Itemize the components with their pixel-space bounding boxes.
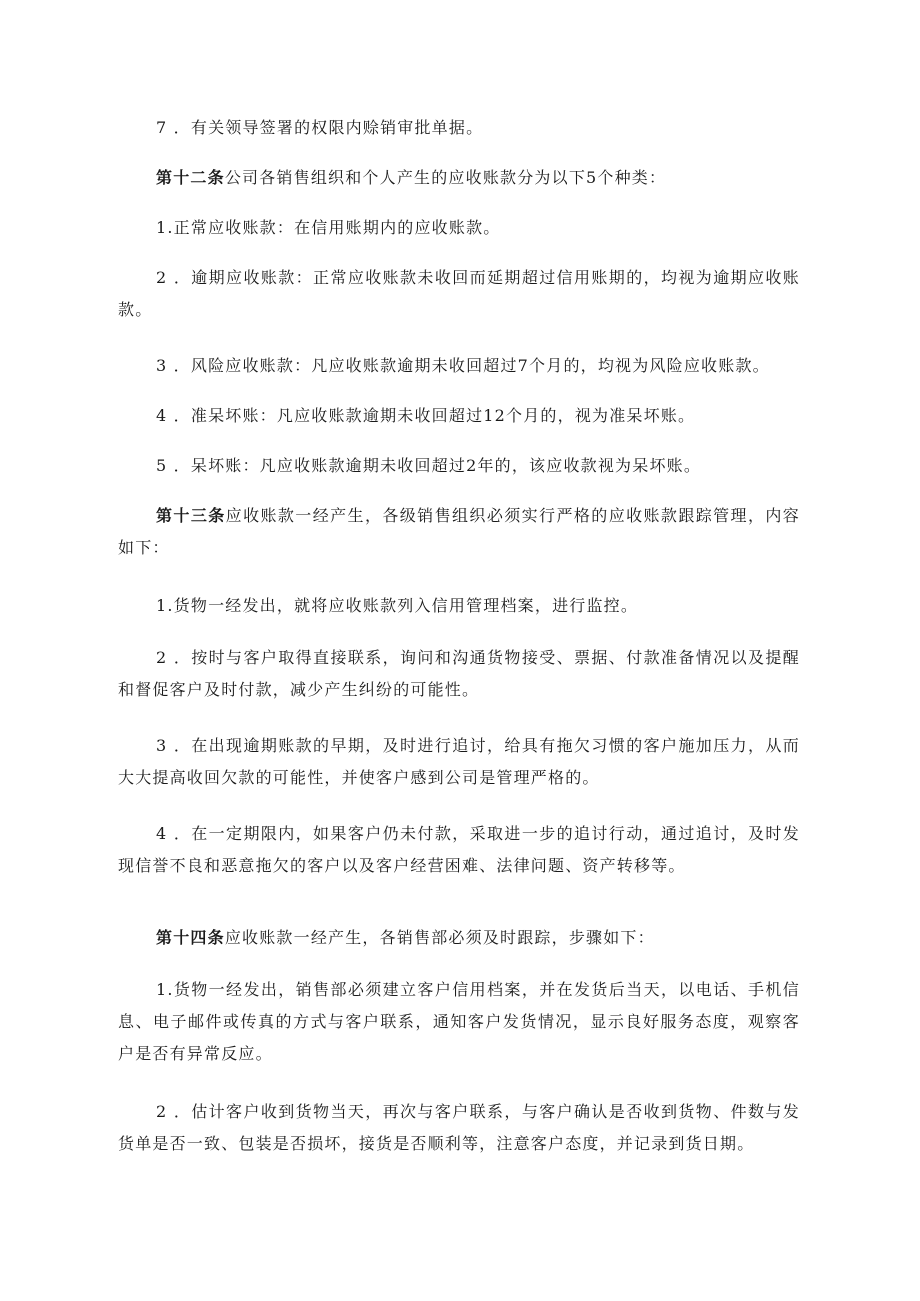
paragraph-text: 2 ．估计客户收到货物当天，再次与客户联系，与客户确认是否收到货物、件数与发货单是否一致、包装是否损坏，接货是否顺利等，注意客户态度，并记录到货日期。 <box>118 1102 800 1153</box>
paragraph-text: 1.货物一经发出，销售部必须建立客户信用档案，并在发货后当天，以电话、手机信息、电子邮件或传真的方式与客户联系，通知客户发货情况，显示良好服务态度，观察客户是否有异常反应。 <box>118 980 800 1063</box>
paragraph-item-2 <box>118 1096 800 1160</box>
paragraph-text: 4 ．在一定期限内，如果客户仍未付款，采取进一步的追讨行动，通过追讨，及时发现信誉不良和恶意拖欠的客户以及客户经营困难、法律问题、资产转移等。 <box>118 824 800 875</box>
paragraph-item-3 <box>118 350 800 382</box>
paragraph-item-3 <box>118 730 800 794</box>
paragraph-text: 3 ．风险应收账款：凡应收账款逾期未收回超过7个月的，均视为风险应收账款。 <box>156 356 770 375</box>
paragraph-item-7 <box>118 112 800 144</box>
paragraph-text: 3 ．在出现逾期账款的早期，及时进行追讨，给具有拖欠习惯的客户施加压力，从而大大提高收回欠款的可能性，并使客户感到公司是管理严格的。 <box>118 736 800 787</box>
paragraph-article-14 <box>118 922 800 954</box>
paragraph-item-1 <box>118 590 800 622</box>
paragraph-item-5 <box>118 450 800 482</box>
paragraph-item-2 <box>118 642 800 706</box>
paragraph-item-1 <box>118 212 800 244</box>
paragraph-item-4 <box>118 818 800 882</box>
paragraph-article-12 <box>118 162 800 194</box>
paragraph-text: 1.正常应收账款：在信用账期内的应收账款。 <box>156 218 501 237</box>
paragraph-item-2 <box>118 262 800 326</box>
paragraph-item-4 <box>118 400 800 432</box>
paragraph-article-13 <box>118 500 800 564</box>
article-heading: 第十四条 <box>156 928 225 947</box>
paragraph-text: 5 ．呆坏账：凡应收账款逾期未收回超过2年的，该应收款视为呆坏账。 <box>156 456 702 475</box>
paragraph-text: 应收账款一经产生，各销售部必须及时跟踪，步骤如下： <box>224 928 655 947</box>
paragraph-text: 公司各销售组织和个人产生的应收账款分为以下5个种类： <box>224 168 667 187</box>
article-heading: 第十三条 <box>156 506 226 525</box>
paragraph-text: 1.货物一经发出，就将应收账款列入信用管理档案，进行监控。 <box>156 596 639 615</box>
paragraph-item-1 <box>118 974 800 1070</box>
paragraph-text: 7 ．有关领导签署的权限内赊销审批单据。 <box>156 118 484 137</box>
paragraph-text: 应收账款一经产生，各级销售组织必须实行严格的应收账款跟踪管理，内容如下： <box>118 506 800 557</box>
paragraph-text: 2 ．逾期应收账款：正常应收账款未收回而延期超过信用账期的，均视为逾期应收账款。 <box>118 268 800 319</box>
paragraph-text: 2 ．按时与客户取得直接联系，询问和沟通货物接受、票据、付款准备情况以及提醒和督促客户及时付款，减少产生纠纷的可能性。 <box>118 648 800 699</box>
article-heading: 第十二条 <box>156 168 225 187</box>
paragraph-text: 4 ．准呆坏账：凡应收账款逾期未收回超过12个月的，视为准呆坏账。 <box>156 406 696 425</box>
